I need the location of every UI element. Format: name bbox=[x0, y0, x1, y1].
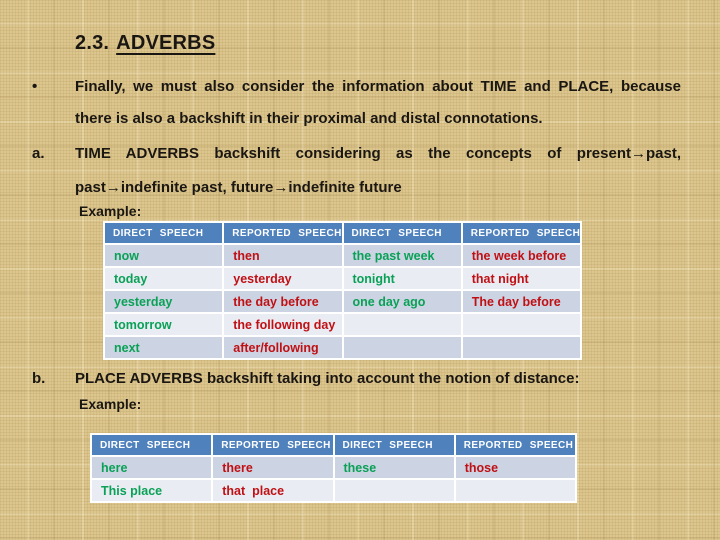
table-cell: now bbox=[105, 245, 222, 266]
section-a-marker: a. bbox=[32, 145, 45, 162]
table-header-cell: REPORTED SPEECH bbox=[456, 435, 575, 455]
table-cell bbox=[335, 480, 454, 501]
section-b-line-1: PLACE ADVERBS backshift taking into account the notion of distance: bbox=[75, 370, 580, 387]
slide-title-number: 2.3. bbox=[75, 32, 110, 54]
table-cell: the week before bbox=[463, 245, 580, 266]
table-cell: here bbox=[92, 457, 211, 478]
table-cell: next bbox=[105, 337, 222, 358]
table-header-cell: REPORTED SPEECH bbox=[463, 223, 580, 243]
table-header-cell: DIRECT SPEECH bbox=[335, 435, 454, 455]
table-cell: today bbox=[105, 268, 222, 289]
section-b-example-label: Example: bbox=[79, 396, 142, 412]
section-a-example-label: Example: bbox=[79, 203, 142, 219]
table-cell: the following day bbox=[224, 314, 341, 335]
table-header-cell: DIRECT SPEECH bbox=[344, 223, 461, 243]
table-cell: there bbox=[213, 457, 332, 478]
slide-title-text: ADVERBS bbox=[116, 32, 216, 54]
bullet-line-1: Finally, we must also consider the information about TIME and PLACE, because bbox=[75, 78, 681, 95]
table-header-cell: REPORTED SPEECH bbox=[224, 223, 341, 243]
table-cell: The day before bbox=[463, 291, 580, 312]
table-cell: yesterday bbox=[224, 268, 341, 289]
section-a-line-1: TIME ADVERBS backshift considering as the concepts of present→past, bbox=[75, 145, 681, 162]
table-cell: one day ago bbox=[344, 291, 461, 312]
bullet-line-2: there is also a backshift in their proximal and distal connotations. bbox=[75, 110, 543, 127]
table-cell: then bbox=[224, 245, 341, 266]
bullet-marker: • bbox=[32, 78, 38, 95]
table-cell: that place bbox=[213, 480, 332, 501]
table-cell bbox=[456, 480, 575, 501]
section-b-marker: b. bbox=[32, 370, 46, 387]
table-header-cell: REPORTED SPEECH bbox=[213, 435, 332, 455]
table-header-cell: DIRECT SPEECH bbox=[105, 223, 222, 243]
table-cell: those bbox=[456, 457, 575, 478]
slide-title bbox=[75, 32, 215, 55]
time-adverbs-table bbox=[103, 221, 582, 360]
section-a-line-2: past→indefinite past, future→indefinite future bbox=[75, 179, 402, 196]
table-cell: these bbox=[335, 457, 454, 478]
table-cell: the past week bbox=[344, 245, 461, 266]
table-cell: the day before bbox=[224, 291, 341, 312]
table-cell: tonight bbox=[344, 268, 461, 289]
table-cell bbox=[463, 314, 580, 335]
table-header-cell: DIRECT SPEECH bbox=[92, 435, 211, 455]
table-cell bbox=[463, 337, 580, 358]
place-adverbs-table bbox=[90, 433, 577, 503]
table-cell bbox=[344, 337, 461, 358]
table-cell: that night bbox=[463, 268, 580, 289]
table-cell: tomorrow bbox=[105, 314, 222, 335]
table-cell: This place bbox=[92, 480, 211, 501]
table-cell bbox=[344, 314, 461, 335]
table-cell: after/following bbox=[224, 337, 341, 358]
table-cell: yesterday bbox=[105, 291, 222, 312]
